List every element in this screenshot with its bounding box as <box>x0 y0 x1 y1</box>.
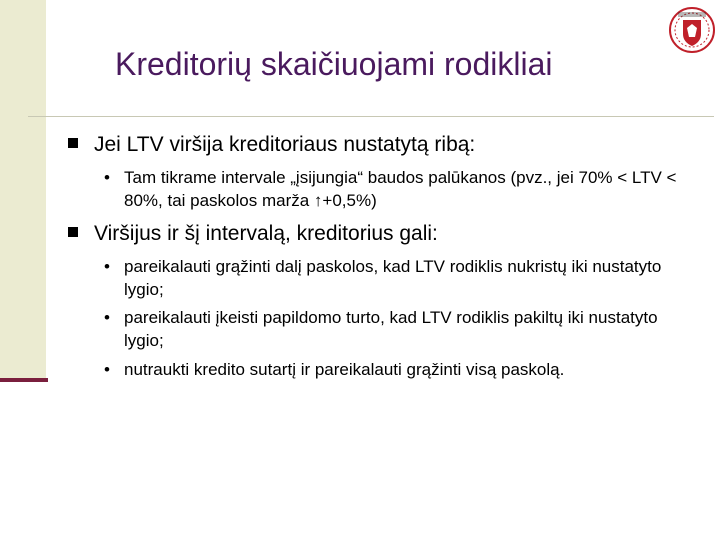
square-bullet-icon <box>68 138 78 148</box>
left-decor-bar-cap <box>0 378 48 382</box>
sub-bullet-text: pareikalauti įkeisti papildomo turto, kad LTV rodiklis pakiltų iki nustatyto lygio; <box>124 308 658 350</box>
round-bullet-icon: • <box>104 360 110 379</box>
sub-bullet-text: pareikalauti grąžinti dalį paskolos, kad LTV rodiklis nukristų iki nustatyto lygio; <box>124 257 662 299</box>
left-decor-bar <box>0 0 46 382</box>
bullet-text: Viršijus ir šį intervalą, kreditorius gali: <box>94 222 438 245</box>
round-bullet-icon: • <box>104 257 110 276</box>
square-bullet-icon <box>68 227 78 237</box>
sub-bullet-text: nutraukti kredito sutartį ir pareikalauti grąžinti visą paskolą. <box>124 360 565 379</box>
bullet-text: Jei LTV viršija kreditoriaus nustatytą ribą: <box>94 133 476 156</box>
sub-bullet-text: Tam tikrame intervale „įsijungia“ baudos palūkanos (pvz., jei 70% < LTV < 80%, tai paskolos marža ↑+0,5%) <box>124 168 677 210</box>
university-crest-icon <box>668 4 716 56</box>
round-bullet-icon: • <box>104 308 110 327</box>
round-bullet-icon: • <box>104 168 110 187</box>
slide-title: Kreditorių skaičiuojami rodikliai <box>115 46 553 82</box>
title-divider <box>28 116 714 117</box>
